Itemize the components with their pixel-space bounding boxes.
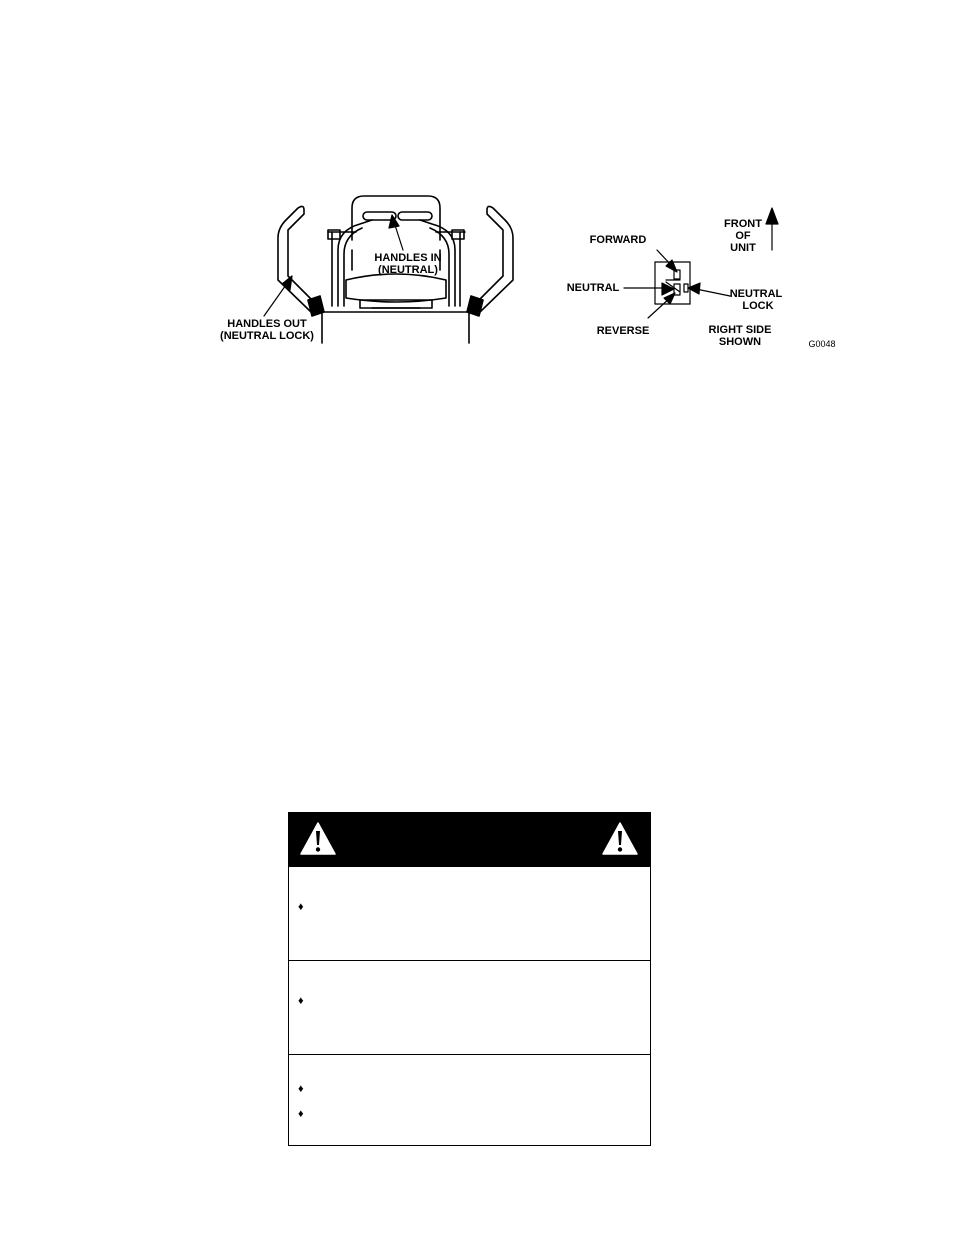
handles-out-arrow [264, 276, 292, 316]
label-reverse: REVERSE [596, 325, 650, 337]
label-right-side-shown: RIGHT SIDE SHOWN [708, 324, 772, 348]
label-handles-in: HANDLES IN (NEUTRAL) [374, 252, 442, 276]
neutral-arrow [624, 283, 674, 295]
warning-box [288, 812, 651, 1146]
reverse-arrow [648, 293, 675, 318]
warning-triangle-icon [602, 822, 638, 855]
warning-section-3 [289, 1054, 650, 1145]
bullet-icon: ♦ [298, 995, 304, 1007]
warning-header [289, 813, 650, 866]
warning-triangle-icon [300, 822, 336, 855]
label-forward: FORWARD [589, 234, 647, 246]
figure-code: G0048 [808, 339, 836, 349]
warning-section-1 [289, 866, 650, 960]
bullet-icon: ♦ [298, 901, 304, 913]
neutral-lock-arrow [688, 283, 730, 296]
label-neutral-lock: NEUTRAL LOCK [729, 288, 783, 312]
bullet-icon: ♦ [298, 1083, 304, 1095]
warning-section-2 [289, 960, 650, 1054]
label-handles-out: HANDLES OUT (NEUTRAL LOCK) [220, 318, 314, 342]
label-neutral: NEUTRAL [566, 282, 620, 294]
forward-arrow [657, 250, 677, 272]
bullet-icon: ♦ [298, 1108, 304, 1120]
label-front-of-unit: FRONT OF UNIT [724, 218, 762, 254]
